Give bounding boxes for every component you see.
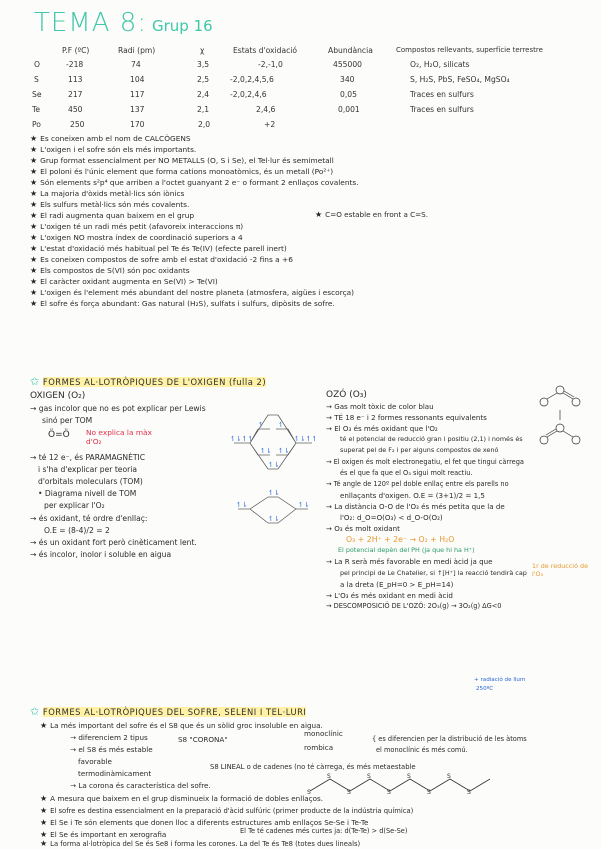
- line: → gas incolor que no es pot explicar per Lewis: [30, 404, 206, 414]
- cell-chi: 2,0: [198, 120, 211, 129]
- list-item: ★ Són elements s²p⁴ que arriben a l'octet guanyant 2 e⁻ o formant 2 enllaços covalents.: [30, 178, 359, 187]
- bullet-list: [30, 133, 590, 309]
- star-icon: ★: [30, 200, 38, 209]
- star-icon: ★: [30, 189, 38, 198]
- cell-pf: -218: [66, 60, 84, 69]
- line: • Diagrama nivell de TOM: [38, 489, 137, 499]
- line: → DESCOMPOSICIÓ DE L'OZÓ: 2O₃(g) → 3O₂(g) ΔG<0: [326, 601, 502, 610]
- star-icon: ★: [30, 266, 38, 275]
- list-item: ★ L'oxigen és l'element més abundant del nostre planeta (atmosfera, aigües i escorça): [30, 288, 355, 297]
- mo-diagram: [228, 405, 318, 545]
- svg-text:↿⇂: ↿⇂: [268, 489, 280, 497]
- sulfur-chain-diagram: [300, 773, 520, 795]
- svg-text:S: S: [427, 789, 431, 795]
- cell-oxid: -2,0,2,4,5,6: [230, 75, 274, 84]
- line: → La corona és característica del sofre.: [70, 781, 211, 790]
- list-item: ★ L'estat d'oxidació més habitual pel Te és Te(IV) (efecte parell inert): [30, 244, 287, 253]
- line: enllaçants d'oxigen. O.E = (3+1)/2 = 1,5: [340, 490, 485, 500]
- svg-text:S: S: [367, 773, 371, 780]
- list-item: ★ Els sulfurs metàl·lics són més covalents.: [30, 200, 190, 209]
- list-item: ★ Els compostos de S(VI) són poc oxidants: [30, 266, 190, 275]
- line: per explicar l'O₂: [44, 501, 105, 511]
- svg-text:S: S: [347, 789, 351, 795]
- line: → és incolor, inolor i soluble en aigua: [30, 550, 172, 560]
- lewis-note: No explica la màx d'O₂: [86, 428, 152, 446]
- line: ★ El sofre es destina essencialment en la preparació d'àcid sulfúric (primer producte de la indústria química): [40, 806, 414, 815]
- list-item: ★ El radi augmenta quan baixem en el grup: [30, 211, 195, 220]
- line: → TÉ 18 e⁻ i 2 formes ressonants equivalents: [326, 413, 487, 423]
- line: → El oxigen és molt electronegatiu, el fet que tingui càrrega: [326, 457, 524, 466]
- col-header-oxid: Estats d'oxidació: [233, 46, 298, 55]
- line: ★ La forma al·lotròpica del Se és Se8 i forma les corones. La del Te és Te8 (totes dues lineals): [40, 839, 361, 848]
- svg-text:↿⇂: ↿⇂: [298, 501, 310, 509]
- svg-text:↿⇂↿↿: ↿⇂↿↿: [230, 435, 254, 443]
- cell-radi: 117: [130, 90, 145, 99]
- col-header-radi: Radi (pm): [118, 46, 156, 55]
- star-icon: ★: [30, 255, 38, 264]
- cell-pf: 250: [70, 120, 85, 129]
- svg-text:S: S: [407, 773, 411, 780]
- line: → La distància O-O de l'O₃ és més petita que la de: [326, 501, 505, 511]
- svg-text:↿⇂: ↿⇂: [278, 447, 290, 455]
- cell-radi: 137: [130, 105, 145, 114]
- rombic-label: rombica: [304, 743, 334, 752]
- lineal-note: S8 LINEAL o de cadenes (no té càrrega, és més metaestable: [210, 763, 416, 771]
- line: → O₃ és molt oxidant: [326, 524, 400, 534]
- line: → és un oxidant fort però cinèticament lent.: [30, 538, 197, 548]
- line: O.E = (8-4)/2 = 2: [44, 525, 110, 535]
- line: ★ A mesura que baixem en el grup disminueix la formació de dobles enllaços.: [40, 794, 323, 803]
- cell-radi: 170: [130, 120, 145, 129]
- svg-text:↿: ↿: [258, 421, 264, 429]
- lewis-structure: Ö=Ö: [48, 430, 70, 440]
- line: té el potencial de reducció gran i positiu (2,1) i només és: [340, 435, 523, 444]
- line: pel principi de Le Chatelier, si ↑[H⁺] la reacció tendirà cap: [340, 568, 527, 577]
- line: → L'O₃ és més oxidant en medi àcid: [326, 590, 453, 600]
- svg-text:S: S: [467, 789, 471, 795]
- tete-note: El Te té cadenes més curtes ja: d(Te-Te) > d(Se-Se): [240, 827, 408, 835]
- star-icon: ★: [30, 145, 38, 154]
- list-item: ★ La majoria d'òxids metàl·lics són iònics: [30, 189, 185, 198]
- cell-element: O: [34, 60, 40, 69]
- page-subtitle: Grup 16: [152, 17, 213, 35]
- star-icon: ★: [30, 222, 38, 231]
- cell-abund: 0,001: [338, 105, 360, 114]
- cell-radi: 74: [131, 60, 141, 69]
- svg-text:S: S: [307, 789, 311, 795]
- s8-label: S8 "CORONA": [178, 735, 228, 744]
- ozone-resonance-diagram: [530, 380, 590, 450]
- line: → Gas molt tòxic de color blau: [326, 402, 434, 412]
- star-icon: ★: [30, 277, 38, 286]
- line: ★ El Se és important en xerografia: [40, 830, 167, 839]
- star-icon: ★: [30, 233, 38, 242]
- col-header-abund: Abundància: [328, 46, 373, 55]
- svg-text:↿⇂: ↿⇂: [268, 461, 280, 469]
- cell-compostos: Traces en sulfurs: [410, 90, 474, 99]
- line: → diferenciem 2 tipus: [70, 733, 148, 742]
- star-icon: ★: [30, 178, 38, 187]
- cell-element: Se: [32, 90, 42, 99]
- cell-chi: 3,5: [197, 60, 210, 69]
- list-item: ★ L'oxigen i el sofre són els més importants.: [30, 145, 197, 154]
- decomp-note: + radiació de llum: [474, 677, 526, 683]
- star-icon: ★: [30, 167, 38, 176]
- cell-compostos: S, H₂S, PbS, FeSO₄, MgSO₄: [410, 75, 510, 84]
- cell-chi: 2,4: [197, 90, 210, 99]
- line: → El O₃ és més oxidant que l'O₂: [326, 424, 438, 434]
- side-note: ★ C=O estable en front a C=S.: [315, 210, 429, 219]
- line: El potencial depèn del PH (ja que hi ha H⁺): [338, 546, 475, 555]
- line: → té 12 e⁻, és PARAMAGNÈTIC: [30, 452, 146, 462]
- cell-abund: 0,05: [340, 90, 357, 99]
- section-heading-sulfur: ✩ FORMES AL·LOTRÒPIQUES DEL SOFRE, SELENI I TEL·LURI: [30, 705, 307, 718]
- cell-chi: 2,1: [197, 105, 210, 114]
- decomp-temp: 250ºC: [476, 686, 494, 692]
- star-icon: ★: [30, 211, 38, 220]
- cell-element: S: [34, 75, 39, 84]
- cell-oxid: -2,-1,0: [258, 60, 283, 69]
- star-icon: ✩: [30, 705, 40, 718]
- svg-text:S: S: [327, 773, 331, 780]
- cell-abund: 455000: [333, 60, 362, 69]
- line: favorable: [78, 757, 112, 766]
- line: → el S8 és més estable: [70, 745, 153, 754]
- cell-oxid: 2,4,6: [256, 105, 276, 114]
- star-icon: ★: [30, 156, 38, 165]
- svg-text:↿⇂: ↿⇂: [260, 447, 272, 455]
- oxygen-title: OXIGEN (O₂): [30, 391, 86, 401]
- list-item: ★ Grup format essencialment per NO METALLS (O, S i Se), el Tel·lur és semimetall: [30, 156, 334, 165]
- line: superat pel de F₂ i per alguns compostos de xenó: [340, 446, 499, 455]
- list-item: ★ Es coneixen amb el nom de CALCÒGENS: [30, 134, 191, 143]
- cell-compostos: Traces en sulfurs: [410, 105, 474, 114]
- svg-text:↿: ↿: [278, 421, 284, 429]
- line: ★ El Se i Te són elements que donen lloc a diferents estructures amb enllaços Se-Se i Te-Te: [40, 818, 369, 827]
- section-heading-oxygen: ✩ FORMES AL·LOTRÒPIQUES DE L'OXIGEN (fulla 2): [30, 375, 267, 388]
- cell-pf: 217: [68, 90, 83, 99]
- star-icon: ★: [30, 299, 38, 308]
- svg-text:S: S: [387, 789, 391, 795]
- line: termodinàmicament: [78, 769, 152, 778]
- svg-text:S: S: [447, 773, 451, 780]
- cell-oxid: -2,0,2,4,6: [230, 90, 267, 99]
- line: l'O₂: d_O=O(O₃) < d_O-O(O₂): [340, 513, 443, 523]
- cell-pf: 450: [68, 105, 83, 114]
- cell-element: Po: [32, 120, 41, 129]
- list-item: ★ El sofre és força abundant: Gas natural (H₂S), sulfats i sulfurs, dipòsits de sofre.: [30, 299, 335, 308]
- list-item: ★ El poloni és l'únic element que forma cations monoatòmics, és un metall (Po²⁺): [30, 167, 334, 176]
- line: és el que fa que el O₃ sigui molt reactiu.: [340, 468, 473, 477]
- monoclinic-label: monoclínic: [304, 729, 343, 738]
- col-header-chi: χ: [200, 46, 205, 55]
- diff-note-1: { es diferencien per la distribució de les àtoms: [372, 735, 527, 743]
- line: ★ La més important del sofre és el S8 que és un sòlid groc insoluble en aigua.: [40, 721, 323, 730]
- svg-text:↿⇂: ↿⇂: [236, 501, 248, 509]
- line: a la dreta (E_pH=0 > E_pH=14): [340, 579, 454, 589]
- line: d'orbitals moleculars (TOM): [38, 477, 143, 487]
- reaction: O₃ + 2H⁺ + 2e⁻ → O₂ + H₂O: [346, 535, 455, 545]
- col-header-compostos: Compostos rellevants, superfície terrestre: [396, 46, 543, 54]
- page-title: TEMA 8:: [34, 8, 148, 38]
- star-icon: ★: [30, 288, 38, 297]
- svg-text:↿⇂: ↿⇂: [268, 515, 280, 523]
- cell-pf: 113: [68, 75, 83, 84]
- cell-compostos: O₂, H₂O, silicats: [410, 60, 470, 69]
- line: → La R serà més favorable en medi àcid ja que: [326, 557, 493, 567]
- cell-oxid: +2: [264, 120, 276, 129]
- reduction-note: 1r de reducció de l'O₃: [532, 562, 589, 578]
- cell-abund: 340: [340, 75, 355, 84]
- list-item: ★ Es coneixen compostos de sofre amb el estat d'oxidació -2 fins a +6: [30, 255, 293, 264]
- list-item: ★ El caràcter oxidant augmenta en Se(VI) > Te(VI): [30, 277, 218, 286]
- line: i s'ha d'explicar per teoria: [38, 464, 138, 474]
- line: sinó per TOM: [42, 416, 93, 426]
- oxygen-column: [30, 390, 230, 561]
- col-header-pf: P.F (ºC): [62, 46, 90, 55]
- star-icon: ✩: [30, 375, 40, 388]
- svg-text:↿⇂↿↿: ↿⇂↿↿: [294, 435, 318, 443]
- cell-chi: 2,5: [197, 75, 210, 84]
- cell-element: Te: [32, 105, 41, 114]
- ozone-title: OZÓ (O₃): [326, 390, 367, 400]
- diff-note-2: el monoclínic és més comú.: [376, 746, 468, 754]
- star-icon: ★: [30, 134, 38, 143]
- list-item: ★ L'oxigen NO mostra índex de coordinació superiors a 4: [30, 233, 243, 242]
- cell-radi: 104: [130, 75, 145, 84]
- line: → Té angle de 120º pel doble enllaç entre els parells no: [326, 479, 509, 488]
- star-icon: ★: [30, 244, 38, 253]
- list-item: ★ L'oxigen té un radi més petit (afavoreix interaccions π): [30, 222, 244, 231]
- line: → és oxidant, té ordre d'enllaç:: [30, 513, 148, 523]
